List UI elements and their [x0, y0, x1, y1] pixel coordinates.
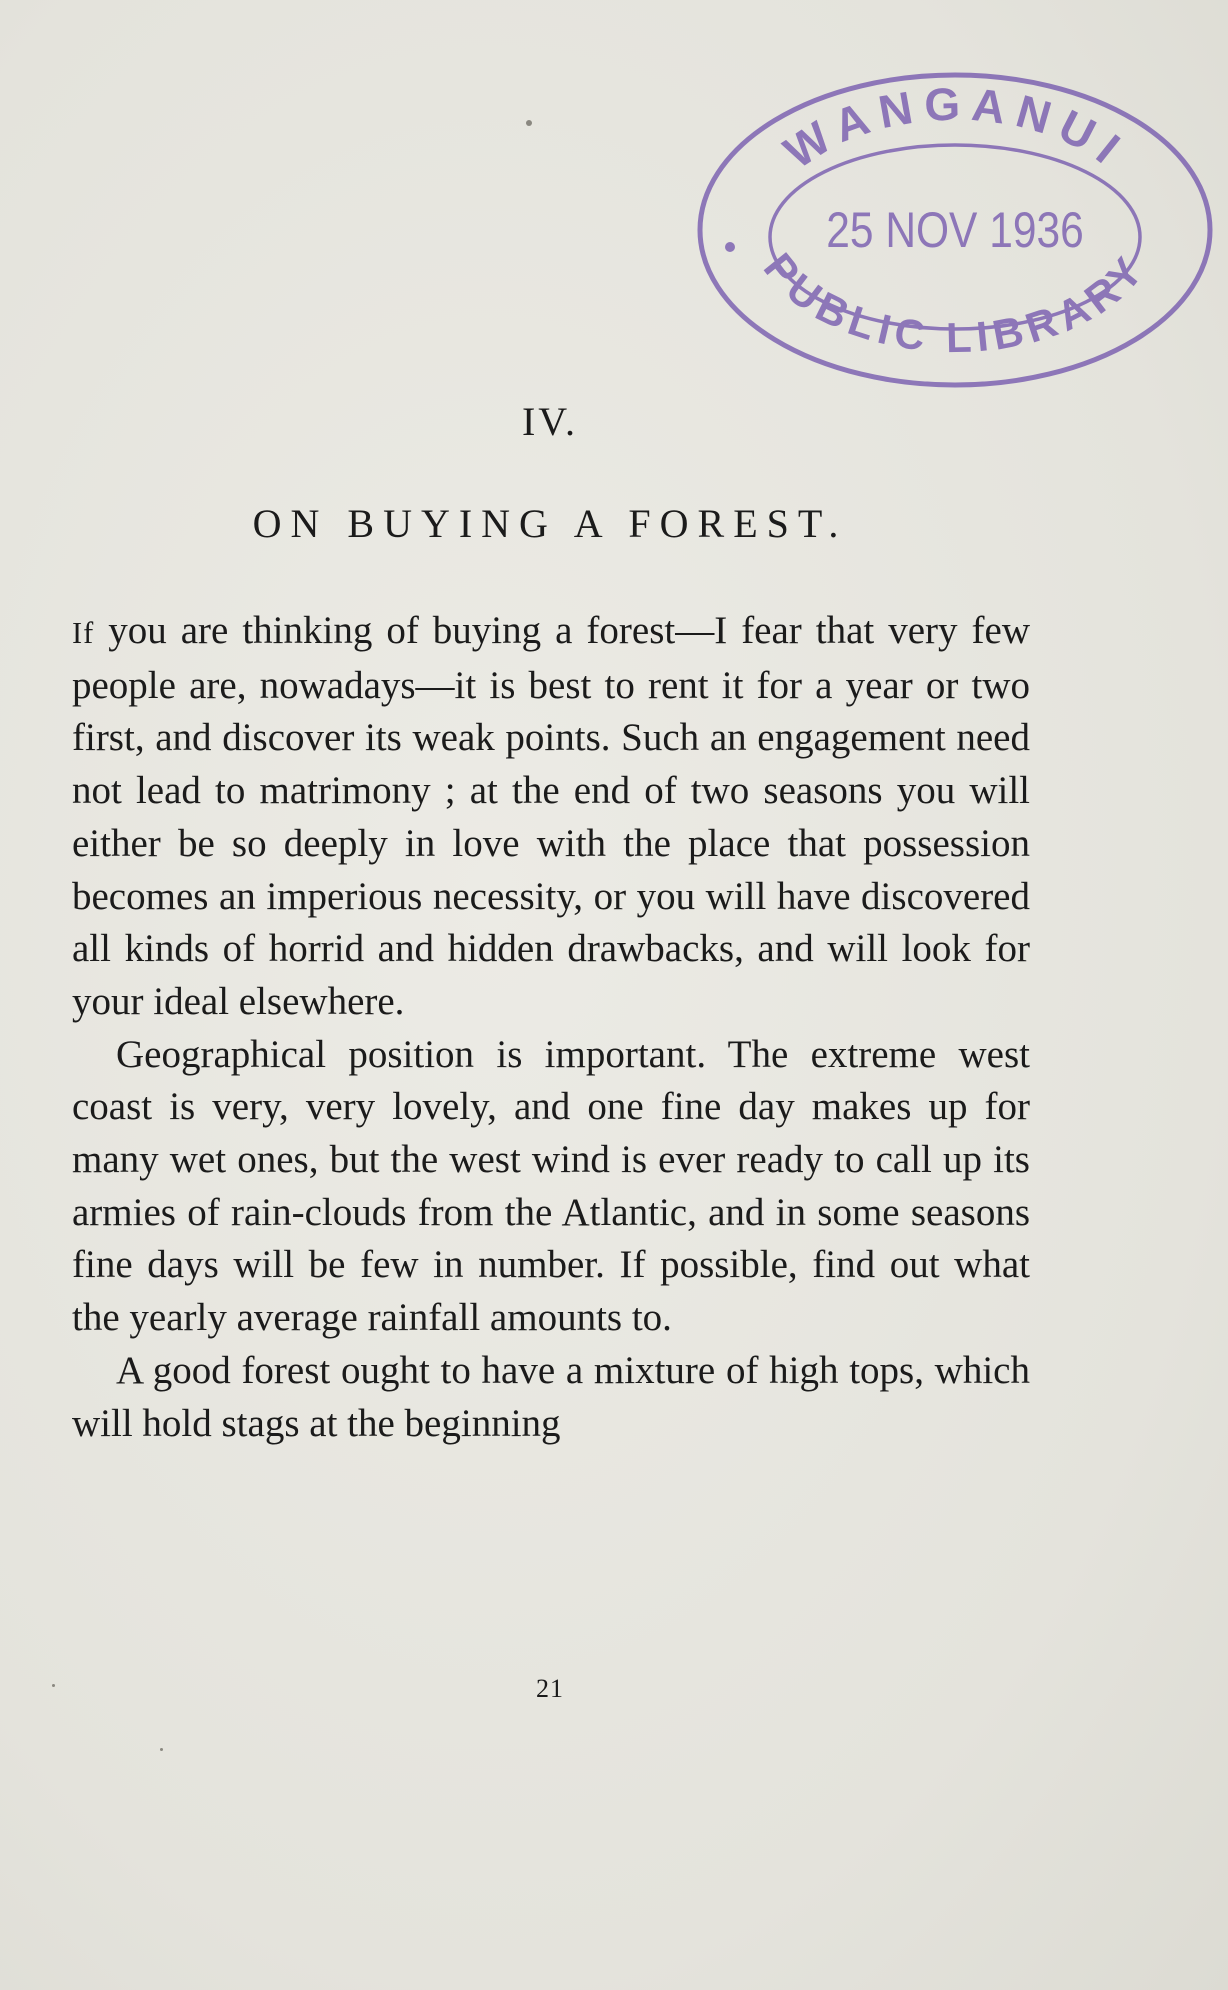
- library-stamp: [690, 62, 1220, 402]
- paper-speck: [160, 1748, 163, 1751]
- page-number: 21: [536, 1674, 564, 1703]
- chapter-number: IV.: [521, 399, 579, 444]
- paper-speck: [526, 120, 532, 126]
- stamp-dot: [725, 242, 735, 252]
- stamp-top-text: WANGANUI: [774, 77, 1138, 180]
- stamp-bottom-text: PUBLIC LIBRARY: [754, 244, 1156, 362]
- paragraph: Geographical position is important. The extreme west coast is very, very lovely, and one fine day makes up for many wet ones, but the west wind is ever ready to call up its armies of rain-clouds from the Atlantic, and in some seasons fine days will be few in number. If possible, find out what the yearly average rainfall amounts to.: [72, 1032, 1030, 1340]
- paragraph: [72, 605, 1030, 1029]
- stamp-date: 25 NOV 1936: [826, 201, 1084, 258]
- body-text: [72, 605, 1030, 1450]
- chapter-title: ON BUYING A FOREST.: [252, 501, 848, 546]
- paragraph-text: you are thinking of buying a forest—I fear that very few people are, nowadays—it is best to rent it for a year or two first, and discover its weak points. Such an engagement need not lead to matrimony ; at the end of two seasons you will either be so deeply in love with the place that possession becomes an imperious necessity, or you will have discovered all kinds of horrid and hidden drawbacks, and will look for your ideal elsewhere.: [72, 609, 1030, 1023]
- paragraph: A good forest ought to have a mixture of high tops, which will hold stags at the beginning: [72, 1348, 1030, 1445]
- paragraph-lead-word: If: [72, 616, 95, 650]
